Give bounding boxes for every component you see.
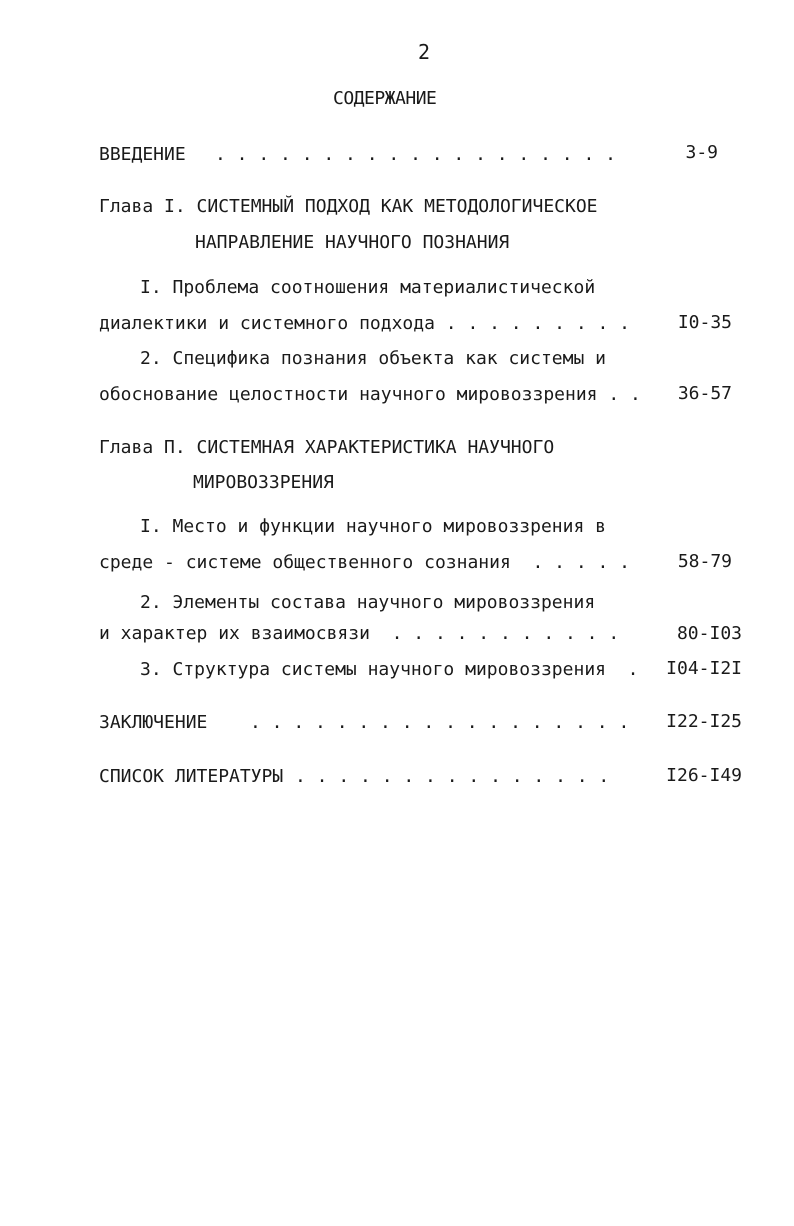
chapter-2-heading: Глава П. СИСТЕМНАЯ ХАРАКТЕРИСТИКА НАУЧНОГО bbox=[99, 437, 555, 458]
section-1-2-pages: 36-57 bbox=[677, 383, 732, 404]
section-2-1-title: I. Место и функции научного мировоззрения в bbox=[140, 516, 606, 537]
section-2-1-title-cont: среде - системе общественного сознания . . . . . bbox=[99, 552, 631, 573]
chapter-2-heading-cont: МИРОВОЗЗРЕНИЯ bbox=[193, 472, 334, 493]
page-number: 2 bbox=[418, 40, 431, 64]
toc-intro-pages: 3-9 bbox=[685, 142, 718, 163]
toc-intro-label: ВВЕДЕНИЕ bbox=[99, 144, 186, 165]
section-2-2-pages: 80-I03 bbox=[676, 623, 742, 644]
section-1-2-title: 2. Специфика познания объекта как системы и bbox=[140, 348, 606, 369]
toc-bibliography-pages: I26-I49 bbox=[666, 765, 742, 786]
toc-bibliography-label: СПИСОК ЛИТЕРАТУРЫ bbox=[99, 766, 284, 787]
toc-conclusion-label: ЗАКЛЮЧЕНИЕ bbox=[99, 712, 208, 733]
section-2-2-title-cont: и характер их взаимосвязи . . . . . . . . . . . bbox=[99, 623, 620, 644]
chapter-1-heading-cont: НАПРАВЛЕНИЕ НАУЧНОГО ПОЗНАНИЯ bbox=[195, 232, 510, 253]
section-1-1-title-cont: диалектики и системного подхода . . . . . . . . . bbox=[99, 313, 631, 334]
section-1-2-title-cont: обоснование целостности научного мировоззрения . . bbox=[99, 384, 641, 405]
chapter-1-heading: Глава I. СИСТЕМНЫЙ ПОДХОД КАК МЕТОДОЛОГИЧЕСКОЕ bbox=[99, 196, 598, 217]
toc-intro-leader: . . . . . . . . . . . . . . . . . . . bbox=[215, 144, 616, 165]
toc-conclusion-leader: . . . . . . . . . . . . . . . . . . bbox=[250, 712, 630, 733]
toc-bibliography-leader: . . . . . . . . . . . . . . . bbox=[295, 766, 610, 787]
section-2-2-title: 2. Элементы состава научного мировоззрения bbox=[140, 592, 596, 613]
section-2-3-title: 3. Структура системы научного мировоззрения . bbox=[140, 659, 639, 680]
section-1-1-pages: I0-35 bbox=[677, 312, 732, 333]
section-2-3-pages: I04-I2I bbox=[666, 658, 742, 679]
section-1-1-title: I. Проблема соотношения материалистической bbox=[140, 277, 596, 298]
section-2-1-pages: 58-79 bbox=[677, 551, 732, 572]
toc-conclusion-pages: I22-I25 bbox=[666, 711, 742, 732]
page-title: СОДЕРЖАНИЕ bbox=[333, 88, 437, 109]
